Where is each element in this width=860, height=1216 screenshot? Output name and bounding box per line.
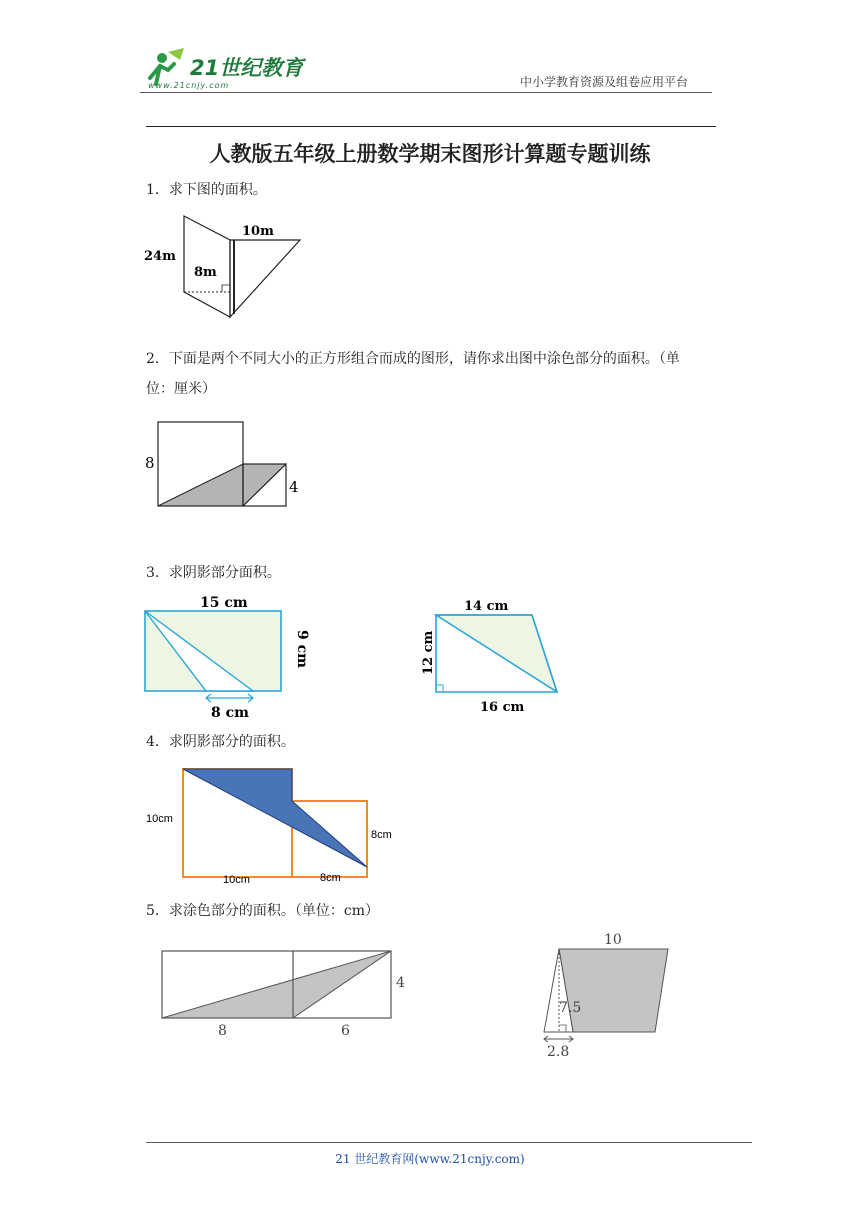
logo-url: www.21cnjy.com xyxy=(148,81,230,90)
page-title: 人教版五年级上册数学期末图形计算题专题训练 xyxy=(209,141,651,166)
label-8cm-right: 8cm xyxy=(371,829,392,841)
question-text-line1: 下面是两个不同大小的正方形组合而成的图形，请你求出图中涂色部分的面积。（单 xyxy=(168,351,680,367)
label-4: 4 xyxy=(289,478,299,496)
question-number: 2． xyxy=(146,351,169,367)
figure-q1 xyxy=(140,210,310,325)
header-slogan: 中小学教育资源及组卷应用平台 xyxy=(520,75,689,89)
title-divider xyxy=(146,126,716,127)
figure-q3-left xyxy=(140,590,310,720)
figure-q5-right xyxy=(530,928,680,1063)
figure-q2 xyxy=(140,416,310,516)
question-text: 求涂色部分的面积。（单位：cm） xyxy=(168,903,380,919)
label-10m: 10m xyxy=(242,224,274,239)
label-6: 6 xyxy=(341,1023,350,1039)
figure-q4 xyxy=(140,762,410,892)
label-4: 4 xyxy=(396,975,405,991)
question-text-line2: 位：厘米） xyxy=(146,381,216,397)
label-9cm: 9 cm xyxy=(294,630,310,668)
label-14cm: 14 cm xyxy=(464,599,509,614)
label-15cm: 15 cm xyxy=(200,595,248,611)
question-number: 5． xyxy=(146,903,169,919)
question-3 xyxy=(146,558,281,588)
question-2 xyxy=(146,344,726,404)
label-24m: 24m xyxy=(144,249,176,264)
header-divider xyxy=(140,92,712,93)
question-4 xyxy=(146,727,295,757)
label-2-8: 2.8 xyxy=(547,1044,570,1060)
label-16cm: 16 cm xyxy=(480,700,525,715)
label-8: 8 xyxy=(145,454,155,472)
label-8m: 8m xyxy=(194,265,217,280)
question-text: 求下图的面积。 xyxy=(168,182,267,198)
runner-logo-icon xyxy=(140,44,310,90)
question-5 xyxy=(146,896,379,926)
label-12cm: 12 cm xyxy=(421,630,436,675)
figure-q3-right xyxy=(416,595,576,720)
label-8: 8 xyxy=(218,1023,227,1039)
site-logo xyxy=(140,44,310,90)
label-8cm: 8 cm xyxy=(211,705,249,720)
label-10cm-bottom: 10cm xyxy=(223,874,250,886)
label-10cm-left: 10cm xyxy=(146,813,173,825)
question-number: 3． xyxy=(146,565,169,581)
footer-link[interactable]: 21 世纪教育网(www.21cnjy.com) xyxy=(335,1152,525,1166)
question-text: 求阴影部分的面积。 xyxy=(168,734,295,750)
figure-q5-left xyxy=(155,940,415,1045)
footer-divider xyxy=(146,1142,752,1143)
label-8cm-bottom: 8cm xyxy=(320,872,341,884)
label-10: 10 xyxy=(604,932,622,948)
question-1 xyxy=(146,175,267,205)
question-number: 4． xyxy=(146,734,169,750)
question-number: 1． xyxy=(146,182,169,198)
question-text: 求阴影部分面积。 xyxy=(168,565,281,581)
logo-text: 21世纪教育 xyxy=(190,56,304,80)
label-7-5: 7.5 xyxy=(559,1000,582,1016)
